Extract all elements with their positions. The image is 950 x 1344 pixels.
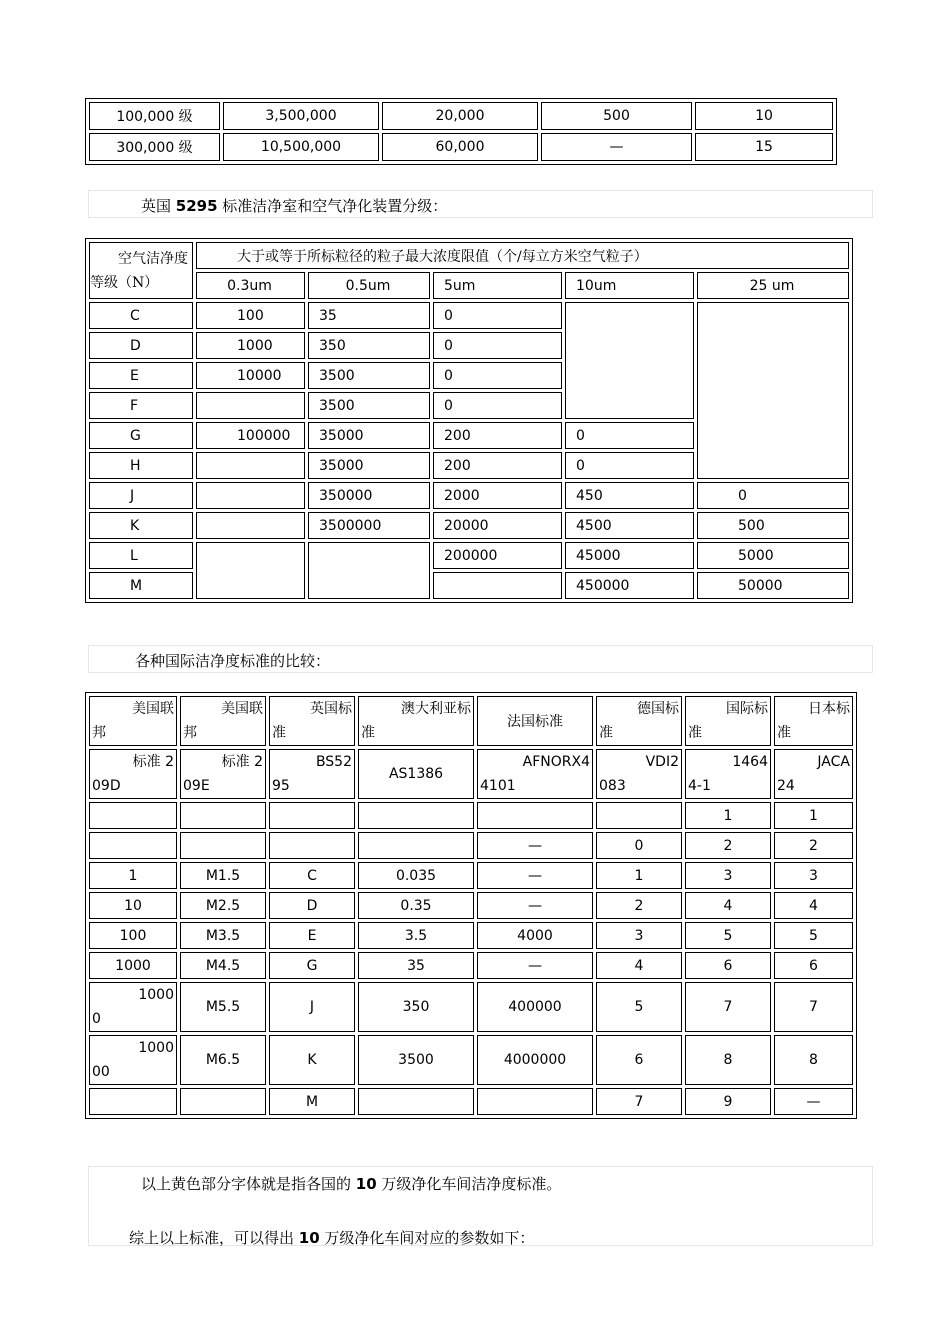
table-cell bbox=[196, 392, 305, 419]
conclusion-block bbox=[88, 1166, 873, 1246]
table-cell: 0 bbox=[596, 832, 682, 859]
code-cell: 1464 4-1 bbox=[685, 749, 771, 799]
table-cell: 35000 bbox=[308, 422, 430, 449]
table-cell bbox=[358, 802, 474, 829]
table-cell: M2.5 bbox=[180, 892, 266, 919]
table-cell: 2 bbox=[685, 832, 771, 859]
table-row bbox=[89, 802, 853, 829]
table-cell: 1000 0 bbox=[89, 982, 177, 1032]
table-cell bbox=[180, 1088, 266, 1115]
table-cell: 2 bbox=[596, 892, 682, 919]
table-cell: 4000 bbox=[477, 922, 593, 949]
table-cell: 100 bbox=[89, 922, 177, 949]
table-cell bbox=[89, 802, 177, 829]
table-cell: M1.5 bbox=[180, 862, 266, 889]
size-header: 0.3um bbox=[196, 272, 305, 299]
table-cell: 4000000 bbox=[477, 1035, 593, 1085]
table-cell: 4 bbox=[596, 952, 682, 979]
table-cell: 8 bbox=[774, 1035, 853, 1085]
table-cell bbox=[180, 802, 266, 829]
table-row bbox=[89, 512, 849, 539]
table-cell bbox=[196, 512, 305, 539]
table-cell bbox=[477, 1088, 593, 1115]
table-cell: 7 bbox=[774, 982, 853, 1032]
table-cell: E bbox=[269, 922, 355, 949]
grade-cell: E bbox=[89, 362, 193, 389]
table-cell: 1000 bbox=[196, 332, 305, 359]
header-row bbox=[89, 696, 853, 746]
table-cell: 200 bbox=[433, 422, 562, 449]
table-cell: 1 bbox=[596, 862, 682, 889]
table-cell: 300,000 级 bbox=[89, 133, 220, 161]
table-cell: 3 bbox=[596, 922, 682, 949]
table-cell: M bbox=[269, 1088, 355, 1115]
table-cell: — bbox=[477, 862, 593, 889]
table-cell: 0.35 bbox=[358, 892, 474, 919]
grade-cell: J bbox=[89, 482, 193, 509]
table-cell: 20000 bbox=[433, 512, 562, 539]
table-cell: 200 bbox=[433, 452, 562, 479]
table-cell bbox=[477, 802, 593, 829]
table-cell: 15 bbox=[695, 133, 833, 161]
table-cell: 5000 bbox=[697, 542, 849, 569]
header-cell: 澳大利亚标 准 bbox=[358, 696, 474, 746]
table-row bbox=[89, 302, 849, 329]
table-cell: 3500 bbox=[308, 362, 430, 389]
empty-merged-cell bbox=[196, 542, 305, 599]
table-cell: 0 bbox=[433, 392, 562, 419]
table-cell: 1000 00 bbox=[89, 1035, 177, 1085]
code-cell: 标准 2 09D bbox=[89, 749, 177, 799]
table-cell: 7 bbox=[596, 1088, 682, 1115]
table-cell: 35000 bbox=[308, 452, 430, 479]
table-cell: 500 bbox=[697, 512, 849, 539]
table-row bbox=[89, 832, 853, 859]
table-cell: 4 bbox=[685, 892, 771, 919]
table-cell bbox=[358, 832, 474, 859]
table-cell: 350000 bbox=[308, 482, 430, 509]
table-cell: — bbox=[774, 1088, 853, 1115]
table-cell: 35 bbox=[308, 302, 430, 329]
header-cell: 国际标 准 bbox=[685, 696, 771, 746]
code-cell: VDI2 083 bbox=[596, 749, 682, 799]
table-cell: 7 bbox=[685, 982, 771, 1032]
table-cell: 0 bbox=[433, 362, 562, 389]
size-header: 25 um bbox=[697, 272, 849, 299]
table-cell: 2 bbox=[774, 832, 853, 859]
section-heading-bs5295 bbox=[88, 190, 873, 218]
table-cell bbox=[596, 802, 682, 829]
corner-header: 空气洁净度 等级（N） bbox=[89, 242, 193, 299]
table-cell: 6 bbox=[596, 1035, 682, 1085]
table-cell: 1 bbox=[685, 802, 771, 829]
size-header: 10um bbox=[565, 272, 694, 299]
table-row bbox=[89, 862, 853, 889]
table-cell: — bbox=[477, 892, 593, 919]
table-cell: 400000 bbox=[477, 982, 593, 1032]
grade-cell: H bbox=[89, 452, 193, 479]
size-header: 5um bbox=[433, 272, 562, 299]
code-cell: AS1386 bbox=[358, 749, 474, 799]
table-cell bbox=[433, 572, 562, 599]
note-line-1: 以上黄色部分字体就是指各国的 10 万级净化车间洁净度标准。 bbox=[141, 1175, 562, 1193]
empty-merged-cell bbox=[308, 542, 430, 599]
table-cell: 3500 bbox=[358, 1035, 474, 1085]
grade-cell: M bbox=[89, 572, 193, 599]
table-cell: 9 bbox=[685, 1088, 771, 1115]
heading-text: 英国 bbox=[141, 197, 176, 215]
bs5295-table bbox=[85, 238, 853, 603]
size-header: 0.5um bbox=[308, 272, 430, 299]
size-header-row bbox=[89, 272, 849, 299]
header-cell: 英国标 准 bbox=[269, 696, 355, 746]
table-cell: 10 bbox=[695, 102, 833, 130]
header-cell: 美国联 邦 bbox=[89, 696, 177, 746]
code-cell: 标准 2 09E bbox=[180, 749, 266, 799]
table-cell: 2000 bbox=[433, 482, 562, 509]
table-cell: 10000 bbox=[196, 362, 305, 389]
code-cell: AFNORX4 4101 bbox=[477, 749, 593, 799]
table-row bbox=[89, 102, 833, 130]
empty-merged-cell bbox=[697, 302, 849, 479]
table-row bbox=[89, 133, 833, 161]
empty-merged-cell bbox=[565, 302, 694, 419]
span-header: 大于或等于所标粒径的粒子最大浓度限值（个/每立方米空气粒子） bbox=[196, 242, 849, 269]
header-cell: 法国标准 bbox=[477, 696, 593, 746]
section-heading-comparison bbox=[88, 645, 873, 673]
table-cell: D bbox=[269, 892, 355, 919]
grade-cell: K bbox=[89, 512, 193, 539]
table-cell: 4 bbox=[774, 892, 853, 919]
table-cell: G bbox=[269, 952, 355, 979]
table-cell bbox=[89, 1088, 177, 1115]
table-cell bbox=[269, 802, 355, 829]
table-cell: 20,000 bbox=[382, 102, 538, 130]
table-cell: 6 bbox=[774, 952, 853, 979]
table-cell: C bbox=[269, 862, 355, 889]
table-cell: 0.035 bbox=[358, 862, 474, 889]
table-cell bbox=[89, 832, 177, 859]
code-cell: BS52 95 bbox=[269, 749, 355, 799]
comparison-table bbox=[85, 692, 857, 1119]
table-cell: 3.5 bbox=[358, 922, 474, 949]
table-row bbox=[89, 1088, 853, 1115]
table-cell: 35 bbox=[358, 952, 474, 979]
table-cell: 350 bbox=[308, 332, 430, 359]
table-cell: 0 bbox=[565, 452, 694, 479]
table-cell: 5 bbox=[774, 922, 853, 949]
table-cell: M5.5 bbox=[180, 982, 266, 1032]
table-cell bbox=[358, 1088, 474, 1115]
table-row bbox=[89, 922, 853, 949]
table-cell: 0 bbox=[433, 302, 562, 329]
table-cell: 10,500,000 bbox=[223, 133, 379, 161]
table-cell: 0 bbox=[565, 422, 694, 449]
table-cell: 4500 bbox=[565, 512, 694, 539]
header-cell: 美国联 邦 bbox=[180, 696, 266, 746]
table-cell bbox=[180, 832, 266, 859]
table-cell: 350 bbox=[358, 982, 474, 1032]
table-cell: 10 bbox=[89, 892, 177, 919]
table-cell: J bbox=[269, 982, 355, 1032]
table-cell: M6.5 bbox=[180, 1035, 266, 1085]
table-cell: 100 bbox=[196, 302, 305, 329]
heading-text: 标准洁净室和空气净化装置分级： bbox=[217, 197, 448, 215]
table-cell bbox=[196, 452, 305, 479]
table-cell: 450 bbox=[565, 482, 694, 509]
note-line-2: 综上以上标准，可以得出 10 万级净化车间对应的参数如下： bbox=[129, 1229, 535, 1247]
table-cell: 3500 bbox=[308, 392, 430, 419]
table-cell: 45000 bbox=[565, 542, 694, 569]
table-cell: 8 bbox=[685, 1035, 771, 1085]
table-cell: 6 bbox=[685, 952, 771, 979]
table-row bbox=[89, 542, 849, 569]
table-row bbox=[89, 952, 853, 979]
code-cell: JACA 24 bbox=[774, 749, 853, 799]
table-cell: 200000 bbox=[433, 542, 562, 569]
table-cell: 5 bbox=[596, 982, 682, 1032]
table-cell: — bbox=[541, 133, 692, 161]
table-cell: 450000 bbox=[565, 572, 694, 599]
table-row bbox=[89, 482, 849, 509]
table-cell: 60,000 bbox=[382, 133, 538, 161]
header-cell: 日本标 准 bbox=[774, 696, 853, 746]
table-cell: 1 bbox=[89, 862, 177, 889]
table-header-row bbox=[89, 242, 849, 269]
table-cell: K bbox=[269, 1035, 355, 1085]
grade-cell: F bbox=[89, 392, 193, 419]
table-cell: M4.5 bbox=[180, 952, 266, 979]
table-row bbox=[89, 1035, 853, 1085]
table-row bbox=[89, 892, 853, 919]
table-cell: M3.5 bbox=[180, 922, 266, 949]
grade-cell: G bbox=[89, 422, 193, 449]
code-row bbox=[89, 749, 853, 799]
table-cell bbox=[269, 832, 355, 859]
table-cell: 50000 bbox=[697, 572, 849, 599]
heading-text: 各种国际洁净度标准的比较： bbox=[135, 652, 331, 670]
top-class-table bbox=[85, 98, 837, 165]
table-cell: — bbox=[477, 952, 593, 979]
table-cell: 3,500,000 bbox=[223, 102, 379, 130]
grade-cell: D bbox=[89, 332, 193, 359]
header-cell: 德国标 准 bbox=[596, 696, 682, 746]
table-cell: 0 bbox=[697, 482, 849, 509]
grade-cell: L bbox=[89, 542, 193, 569]
table-cell: 3 bbox=[774, 862, 853, 889]
table-cell: 0 bbox=[433, 332, 562, 359]
table-cell: 500 bbox=[541, 102, 692, 130]
table-cell: 5 bbox=[685, 922, 771, 949]
table-cell: 1 bbox=[774, 802, 853, 829]
table-cell: 100000 bbox=[196, 422, 305, 449]
heading-number: 5295 bbox=[175, 197, 218, 215]
table-cell: 100,000 级 bbox=[89, 102, 220, 130]
table-row bbox=[89, 982, 853, 1032]
table-cell: 1000 bbox=[89, 952, 177, 979]
table-cell bbox=[196, 482, 305, 509]
grade-cell: C bbox=[89, 302, 193, 329]
table-cell: 3500000 bbox=[308, 512, 430, 539]
table-cell: 3 bbox=[685, 862, 771, 889]
table-cell: — bbox=[477, 832, 593, 859]
